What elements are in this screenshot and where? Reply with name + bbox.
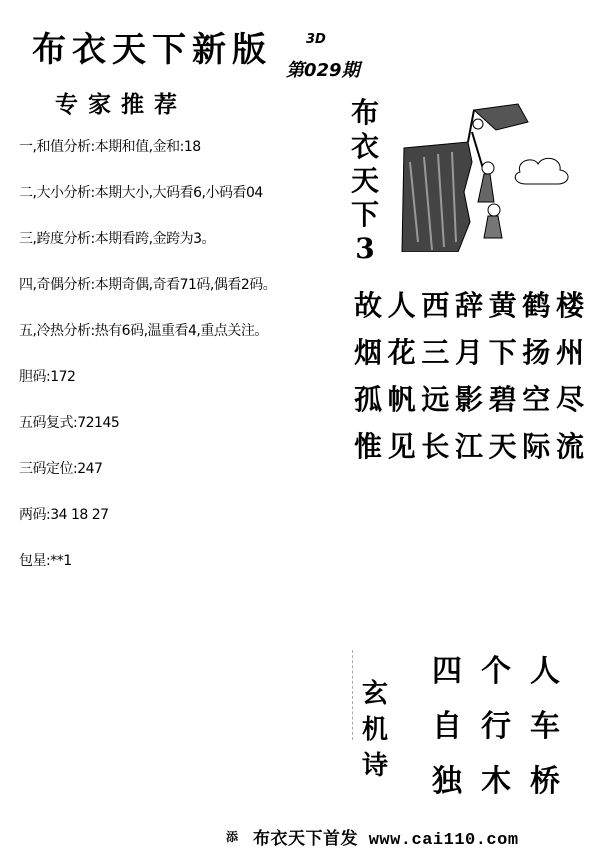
riddle-line <box>432 756 560 811</box>
analysis-line-courage: 胆码:172 <box>19 369 76 385</box>
poem-char: 扬 <box>522 336 551 369</box>
poem-char: 碧 <box>488 383 517 416</box>
poem-char: 花 <box>387 336 416 369</box>
riddle-char: 行 <box>481 709 511 744</box>
poem-char: 下 <box>488 336 517 369</box>
poem-char: 尽 <box>555 383 584 416</box>
analysis-line-size: 二,大小分析:本期大小,大码看6,小码看04 <box>19 185 263 201</box>
riddle-char: 个 <box>481 654 511 689</box>
vertical-title <box>348 96 382 266</box>
analysis-line-parity: 四,奇偶分析:本期奇偶,奇看71码,偶看2码。 <box>19 277 277 293</box>
poem-char: 帆 <box>387 383 416 416</box>
poem-char: 人 <box>387 289 416 322</box>
poem-char: 州 <box>555 336 584 369</box>
poem-line <box>354 284 584 331</box>
poem-char: 见 <box>387 430 416 463</box>
riddle-poem <box>432 646 560 811</box>
analysis-line-two-code: 两码:34 18 27 <box>19 507 109 523</box>
poem-char: 江 <box>454 430 483 463</box>
riddle-line <box>432 646 560 701</box>
poem-char: 影 <box>454 383 483 416</box>
riddle-char: 桥 <box>530 764 560 799</box>
analysis-line-three-code: 三码定位:247 <box>19 461 103 477</box>
vertical-title-char: 布 <box>350 96 379 129</box>
poem-char: 天 <box>488 430 517 463</box>
poem-char: 远 <box>421 383 450 416</box>
vertical-title-char: 下 <box>350 198 379 231</box>
footer-icon: 添 <box>226 830 239 844</box>
poem-char: 鹤 <box>522 289 551 322</box>
poem-char: 月 <box>454 336 483 369</box>
riddle-label-char: 诗 <box>361 751 388 781</box>
footer-credit[interactable]: 布衣天下首发 www.cai110.com <box>253 831 519 850</box>
poem-char: 西 <box>421 289 450 322</box>
riddle-label-char: 玄 <box>361 679 388 709</box>
poem-line <box>354 378 584 425</box>
riddle-char: 车 <box>530 709 560 744</box>
poem-char: 辞 <box>454 289 483 322</box>
poem-char: 三 <box>421 336 450 369</box>
analysis-line-sum: 一,和值分析:本期和值,金和:18 <box>19 139 201 155</box>
analysis-line-span: 三,跨度分析:本期看跨,金跨为3。 <box>19 231 216 247</box>
poem-char: 流 <box>555 430 584 463</box>
riddle-line <box>432 701 560 756</box>
riddle-label-char: 机 <box>361 715 388 745</box>
riddle-char: 人 <box>530 654 560 689</box>
page-title: 布衣天下新版 <box>32 30 272 70</box>
poem-line <box>354 331 584 378</box>
analysis-line-hotcold: 五,冷热分析:热有6码,温重看4,重点关注。 <box>19 323 268 339</box>
poem-char: 际 <box>522 430 551 463</box>
vertical-title-char: 衣 <box>350 130 379 163</box>
poem <box>354 284 584 472</box>
analysis-line-star: 包星:**1 <box>19 553 72 569</box>
vertical-title-char: 3 <box>355 232 375 265</box>
poem-char: 长 <box>421 430 450 463</box>
riddle-char: 自 <box>432 709 462 744</box>
analysis-line-five-code: 五码复式:72145 <box>19 415 120 431</box>
riddle-char: 四 <box>432 654 462 689</box>
poem-char: 惟 <box>354 430 383 463</box>
issue-type: 3D <box>306 32 326 47</box>
cliff-illustration <box>398 102 576 252</box>
riddle-char: 木 <box>481 764 511 799</box>
riddle-char: 独 <box>432 764 462 799</box>
poem-char: 黄 <box>488 289 517 322</box>
vertical-title-char: 天 <box>350 164 379 197</box>
subtitle: 专家推荐 <box>55 91 187 118</box>
poem-char: 孤 <box>354 383 383 416</box>
poem-char: 烟 <box>354 336 383 369</box>
riddle-label <box>358 676 392 784</box>
poem-char: 楼 <box>555 289 584 322</box>
analysis-list <box>19 136 349 596</box>
poem-line <box>354 425 584 472</box>
poem-char: 故 <box>354 289 383 322</box>
poem-char: 空 <box>522 383 551 416</box>
issue-number: 第029期 <box>286 60 360 81</box>
